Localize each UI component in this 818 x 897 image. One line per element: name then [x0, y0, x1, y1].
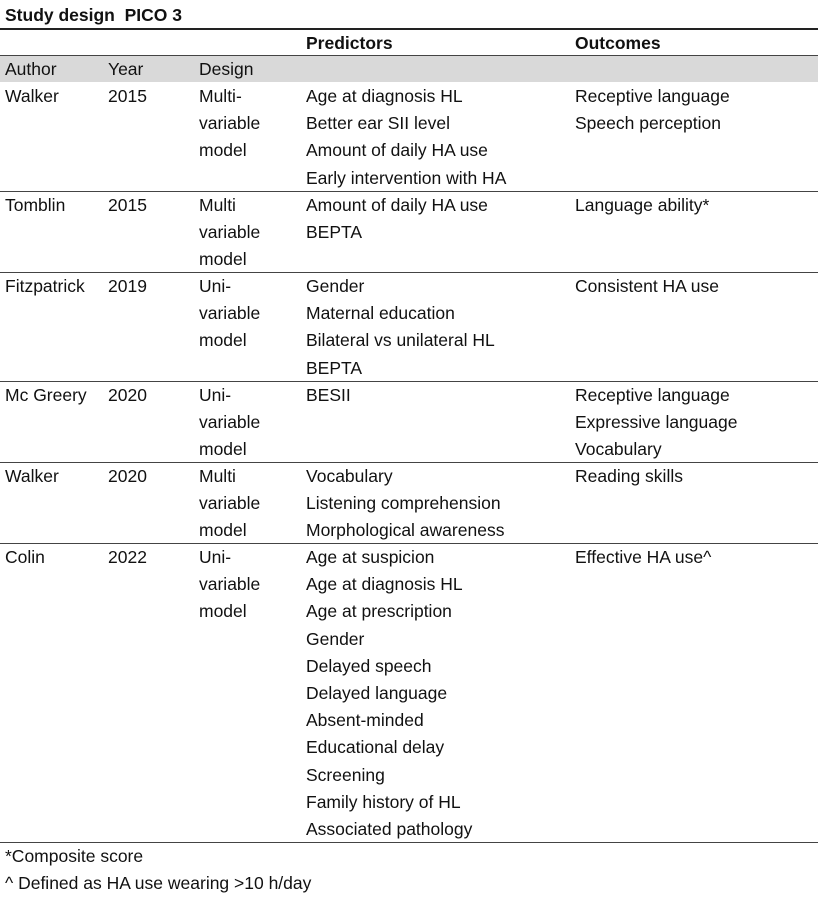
footnote-ha-use: ^ Defined as HA use wearing >10 h/day	[5, 873, 312, 893]
outcomes-line: Consistent HA use	[575, 276, 719, 296]
predictors-line: Age at diagnosis HL	[306, 86, 463, 106]
outcomes-header: Outcomes	[575, 33, 661, 53]
predictors-line: Gender	[306, 276, 365, 296]
design-cell	[199, 463, 260, 545]
predictors-line: Age at diagnosis HL	[306, 574, 463, 595]
outcomes-cell	[575, 463, 683, 490]
predictors-line: Gender	[306, 628, 365, 649]
predictors-header: Predictors	[306, 33, 393, 53]
author-cell: Walker	[5, 86, 59, 106]
outcomes-line: Vocabulary	[575, 439, 662, 460]
outcomes-line: Reading skills	[575, 466, 683, 486]
predictors-cell	[306, 382, 351, 409]
predictors-line: Educational delay	[306, 737, 445, 758]
design-line: variable	[199, 412, 261, 433]
year-cell: 2019	[108, 276, 147, 296]
predictors-line: Age at prescription	[306, 601, 452, 622]
top-rule	[0, 28, 818, 30]
predictors-line: BEPTA	[306, 357, 363, 378]
design-line: variable	[199, 574, 261, 595]
outcomes-cell	[575, 192, 709, 219]
year-cell: 2022	[108, 547, 147, 567]
design-line: Uni-	[199, 547, 232, 567]
predictors-cell	[306, 273, 495, 382]
footnote-composite: *Composite score	[5, 846, 144, 866]
predictors-line: Amount of daily HA use	[306, 140, 488, 161]
outcomes-line: Receptive language	[575, 385, 730, 405]
design-header: Design	[199, 59, 254, 79]
predictors-line: Vocabulary	[306, 466, 393, 486]
outcomes-cell	[575, 544, 711, 571]
design-cell	[199, 382, 260, 464]
design-line: model	[199, 520, 247, 541]
outcomes-cell	[575, 273, 719, 300]
design-line: model	[199, 601, 247, 622]
year-cell: 2015	[108, 86, 147, 106]
predictors-cell	[306, 544, 472, 843]
predictors-line: Family history of HL	[306, 791, 461, 812]
year-cell: 2020	[108, 385, 147, 405]
design-line: Multi	[199, 195, 236, 215]
author-cell: Tomblin	[5, 195, 66, 215]
predictors-line: Better ear SII level	[306, 113, 450, 134]
predictors-line: Absent-minded	[306, 710, 424, 731]
author-cell: Colin	[5, 547, 45, 567]
predictors-line: Delayed language	[306, 683, 448, 704]
outcomes-cell	[575, 83, 730, 137]
year-header: Year	[108, 59, 144, 79]
predictors-line: Delayed speech	[306, 655, 432, 676]
outcomes-line: Receptive language	[575, 86, 730, 106]
author-cell: Fitzpatrick	[5, 276, 85, 296]
author-cell: Mc Greery	[5, 385, 87, 405]
author-cell: Walker	[5, 466, 59, 486]
predictors-cell	[306, 83, 506, 192]
design-line: model	[199, 140, 247, 161]
design-line: variable	[199, 222, 261, 243]
design-line: Uni-	[199, 385, 232, 405]
design-line: model	[199, 439, 247, 460]
predictors-line: Bilateral vs unilateral HL	[306, 330, 495, 351]
design-line: variable	[199, 113, 261, 134]
design-line: variable	[199, 493, 261, 514]
outcomes-cell	[575, 382, 737, 464]
design-line: Multi	[199, 466, 236, 486]
year-cell: 2015	[108, 195, 147, 215]
outcomes-line: Expressive language	[575, 412, 738, 433]
predictors-line: Age at suspicion	[306, 547, 435, 567]
design-line: variable	[199, 303, 261, 324]
outcomes-line: Speech perception	[575, 113, 721, 134]
predictors-line: Morphological awareness	[306, 520, 505, 541]
predictors-line: Amount of daily HA use	[306, 195, 488, 215]
design-cell	[199, 83, 260, 165]
predictors-line: Associated pathology	[306, 819, 473, 840]
predictors-line: Listening comprehension	[306, 493, 501, 514]
predictors-line: Maternal education	[306, 303, 455, 324]
predictors-cell	[306, 463, 504, 545]
design-line: model	[199, 249, 247, 270]
design-cell	[199, 192, 260, 274]
design-cell	[199, 273, 260, 355]
design-cell	[199, 544, 260, 626]
predictors-line: BEPTA	[306, 222, 363, 243]
predictors-line: Screening	[306, 764, 385, 785]
outcomes-line: Language ability*	[575, 195, 710, 215]
table-title: Study design PICO 3	[5, 5, 182, 25]
author-header: Author	[5, 59, 57, 79]
predictors-cell	[306, 192, 488, 246]
predictors-line: Early intervention with HA	[306, 167, 507, 188]
design-line: Multi-	[199, 86, 242, 106]
design-line: model	[199, 330, 247, 351]
year-cell: 2020	[108, 466, 147, 486]
predictors-line: BESII	[306, 385, 351, 405]
outcomes-line: Effective HA use^	[575, 547, 712, 567]
design-line: Uni-	[199, 276, 232, 296]
